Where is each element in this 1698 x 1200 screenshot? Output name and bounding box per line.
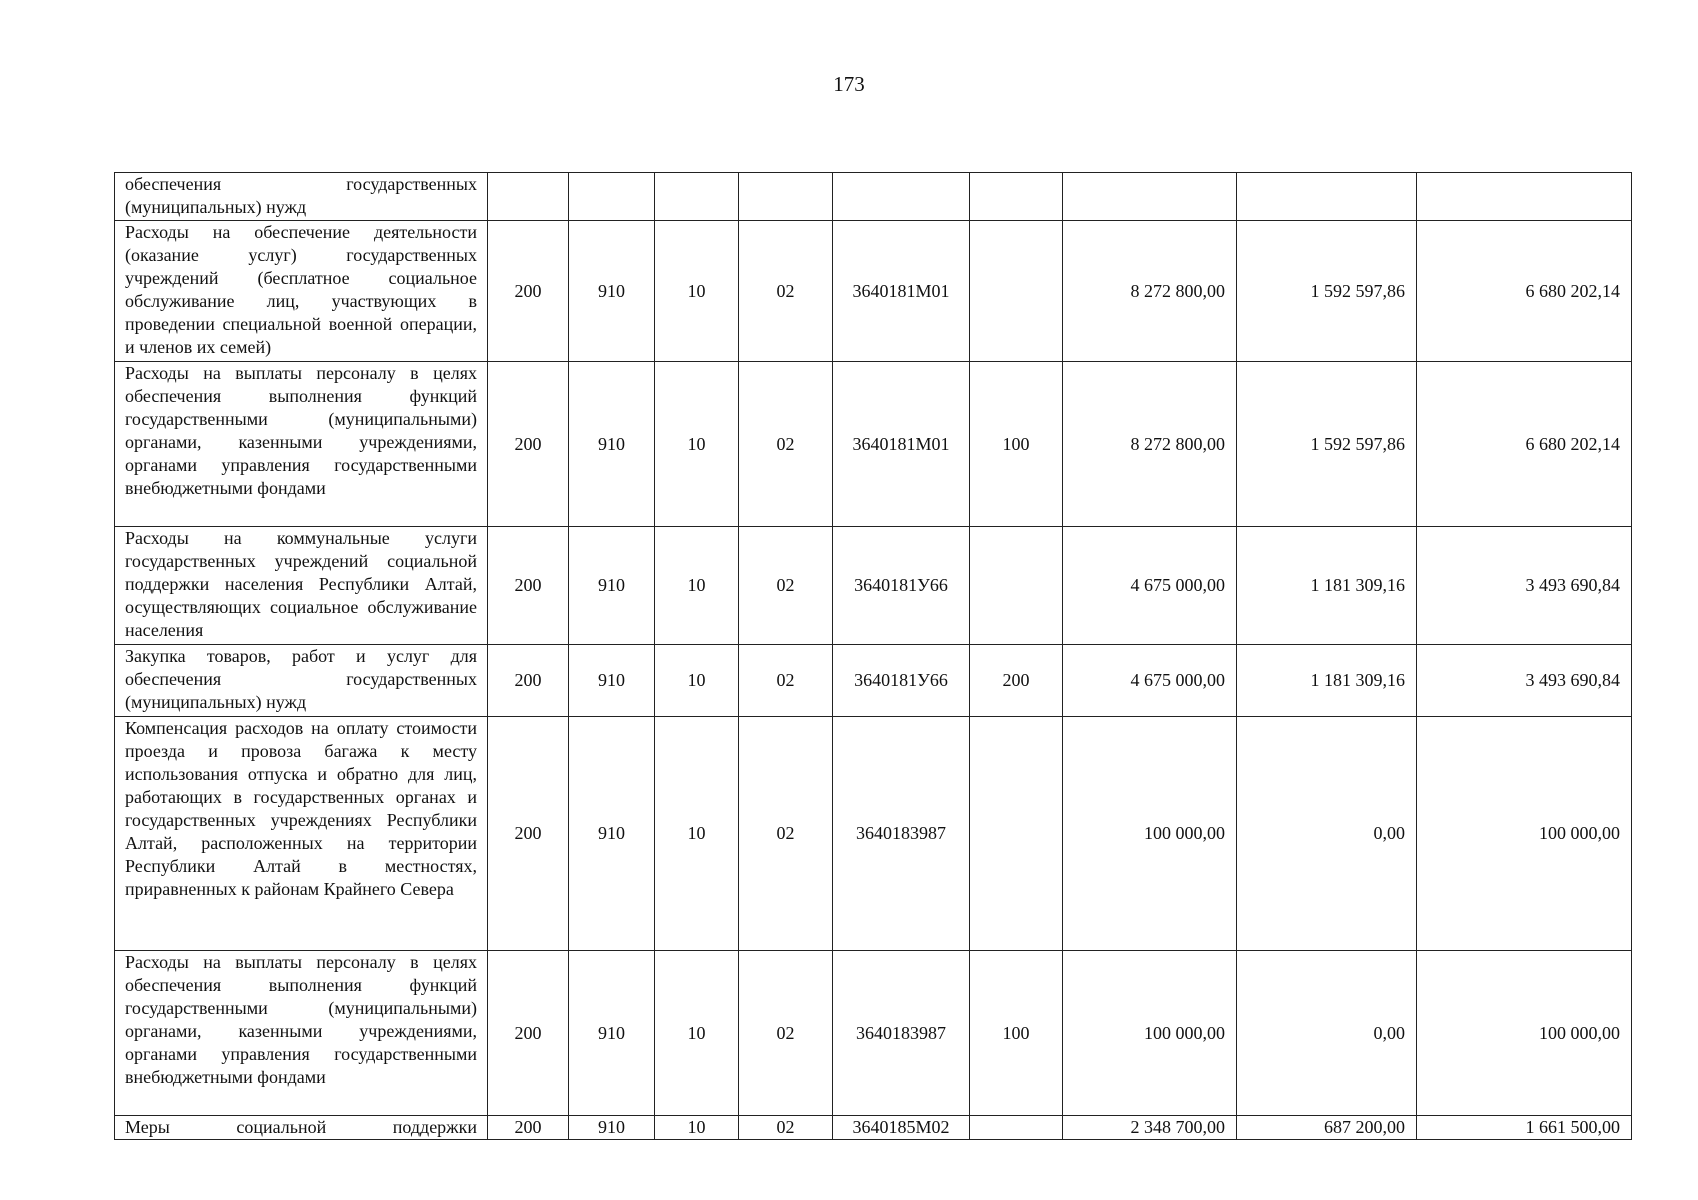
cell-name: Компенсация расходов на оплату стоимости проезда и провоза багажа к месту использования отпуска и обратно для лиц, работающих в государственных органах и государственных учреждениях Республики Алтай, расположенных на территории Республики Алтай в местностях, приравненных к районам Крайнего Севера — [115, 717, 488, 951]
page-number: 173 — [833, 72, 865, 96]
cell-admin: 200 — [488, 527, 569, 645]
cell-fact: 1 592 597,86 — [1237, 221, 1417, 362]
cell-rest: 3 493 690,84 — [1417, 645, 1632, 717]
cell-admin: 200 — [488, 362, 569, 527]
cell-csr: 3640183987 — [833, 717, 970, 951]
cell-csr — [833, 173, 970, 221]
cell-glava: 910 — [569, 951, 655, 1116]
cell-pr: 02 — [739, 362, 833, 527]
cell-rest: 6 680 202,14 — [1417, 221, 1632, 362]
cell-admin: 200 — [488, 221, 569, 362]
cell-plan — [1063, 173, 1237, 221]
cell-plan: 2 348 700,00 — [1063, 1116, 1237, 1140]
cell-glava: 910 — [569, 1116, 655, 1140]
cell-rz — [655, 173, 739, 221]
cell-pr: 02 — [739, 717, 833, 951]
cell-name: Расходы на выплаты персоналу в целях обеспечения выполнения функций государственными (муниципальными) органами, казенными учреждениями, органами управления государственными внебюджетными фондами — [115, 951, 488, 1116]
table-row — [115, 173, 1632, 221]
cell-vr — [970, 221, 1063, 362]
cell-rest: 100 000,00 — [1417, 717, 1632, 951]
cell-admin: 200 — [488, 951, 569, 1116]
cell-glava — [569, 173, 655, 221]
cell-rest: 3 493 690,84 — [1417, 527, 1632, 645]
cell-rest: 1 661 500,00 — [1417, 1116, 1632, 1140]
cell-csr: 3640181М01 — [833, 362, 970, 527]
cell-name: Расходы на коммунальные услуги государственных учреждений социальной поддержки населения Республики Алтай, осуществляющих социальное обслуживание населения — [115, 527, 488, 645]
cell-rest — [1417, 173, 1632, 221]
cell-rest: 100 000,00 — [1417, 951, 1632, 1116]
cell-rz: 10 — [655, 527, 739, 645]
cell-glava: 910 — [569, 645, 655, 717]
cell-fact: 1 181 309,16 — [1237, 645, 1417, 717]
cell-plan: 8 272 800,00 — [1063, 362, 1237, 527]
cell-glava: 910 — [569, 362, 655, 527]
cell-fact: 1 181 309,16 — [1237, 527, 1417, 645]
cell-pr: 02 — [739, 645, 833, 717]
cell-csr: 3640183987 — [833, 951, 970, 1116]
cell-plan: 4 675 000,00 — [1063, 527, 1237, 645]
cell-fact: 687 200,00 — [1237, 1116, 1417, 1140]
cell-admin: 200 — [488, 1116, 569, 1140]
cell-vr — [970, 1116, 1063, 1140]
table-row — [115, 221, 1632, 362]
cell-admin: 200 — [488, 645, 569, 717]
cell-pr: 02 — [739, 1116, 833, 1140]
cell-csr: 3640185М02 — [833, 1116, 970, 1140]
cell-fact: 1 592 597,86 — [1237, 362, 1417, 527]
cell-vr: 100 — [970, 362, 1063, 527]
cell-fact: 0,00 — [1237, 717, 1417, 951]
cell-glava: 910 — [569, 527, 655, 645]
cell-admin: 200 — [488, 717, 569, 951]
cell-csr: 3640181У66 — [833, 645, 970, 717]
cell-csr: 3640181М01 — [833, 221, 970, 362]
cell-rz: 10 — [655, 645, 739, 717]
cell-glava: 910 — [569, 717, 655, 951]
cell-fact: 0,00 — [1237, 951, 1417, 1116]
cell-csr: 3640181У66 — [833, 527, 970, 645]
cell-fact — [1237, 173, 1417, 221]
cell-vr — [970, 527, 1063, 645]
table-row — [115, 951, 1632, 1116]
cell-name: Закупка товаров, работ и услуг для обеспечения государственных (муниципальных) нужд — [115, 645, 488, 717]
table-row — [115, 362, 1632, 527]
cell-vr — [970, 173, 1063, 221]
cell-plan: 100 000,00 — [1063, 951, 1237, 1116]
table-row — [115, 1116, 1632, 1140]
cell-vr: 200 — [970, 645, 1063, 717]
cell-pr: 02 — [739, 951, 833, 1116]
cell-plan: 100 000,00 — [1063, 717, 1237, 951]
cell-rz: 10 — [655, 951, 739, 1116]
cell-vr: 100 — [970, 951, 1063, 1116]
cell-pr: 02 — [739, 221, 833, 362]
cell-name: Расходы на выплаты персоналу в целях обеспечения выполнения функций государственными (муниципальными) органами, казенными учреждениями, органами управления государственными внебюджетными фондами — [115, 362, 488, 527]
cell-pr — [739, 173, 833, 221]
budget-table — [114, 172, 1632, 1140]
table-row — [115, 527, 1632, 645]
table-row — [115, 645, 1632, 717]
cell-glava: 910 — [569, 221, 655, 362]
cell-plan: 4 675 000,00 — [1063, 645, 1237, 717]
cell-rz: 10 — [655, 221, 739, 362]
cell-admin — [488, 173, 569, 221]
cell-plan: 8 272 800,00 — [1063, 221, 1237, 362]
cell-pr: 02 — [739, 527, 833, 645]
cell-name: Расходы на обеспечение деятельности (оказание услуг) государственных учреждений (бесплатное социальное обслуживание лиц, участвующих в проведении специальной военной операции, и членов их семей) — [115, 221, 488, 362]
cell-vr — [970, 717, 1063, 951]
cell-rest: 6 680 202,14 — [1417, 362, 1632, 527]
cell-name: обеспечения государственных (муниципальных) нужд — [115, 173, 488, 221]
table-row — [115, 717, 1632, 951]
cell-rz: 10 — [655, 717, 739, 951]
cell-name: Меры социальной поддержки — [115, 1116, 488, 1140]
cell-rz: 10 — [655, 362, 739, 527]
cell-rz: 10 — [655, 1116, 739, 1140]
